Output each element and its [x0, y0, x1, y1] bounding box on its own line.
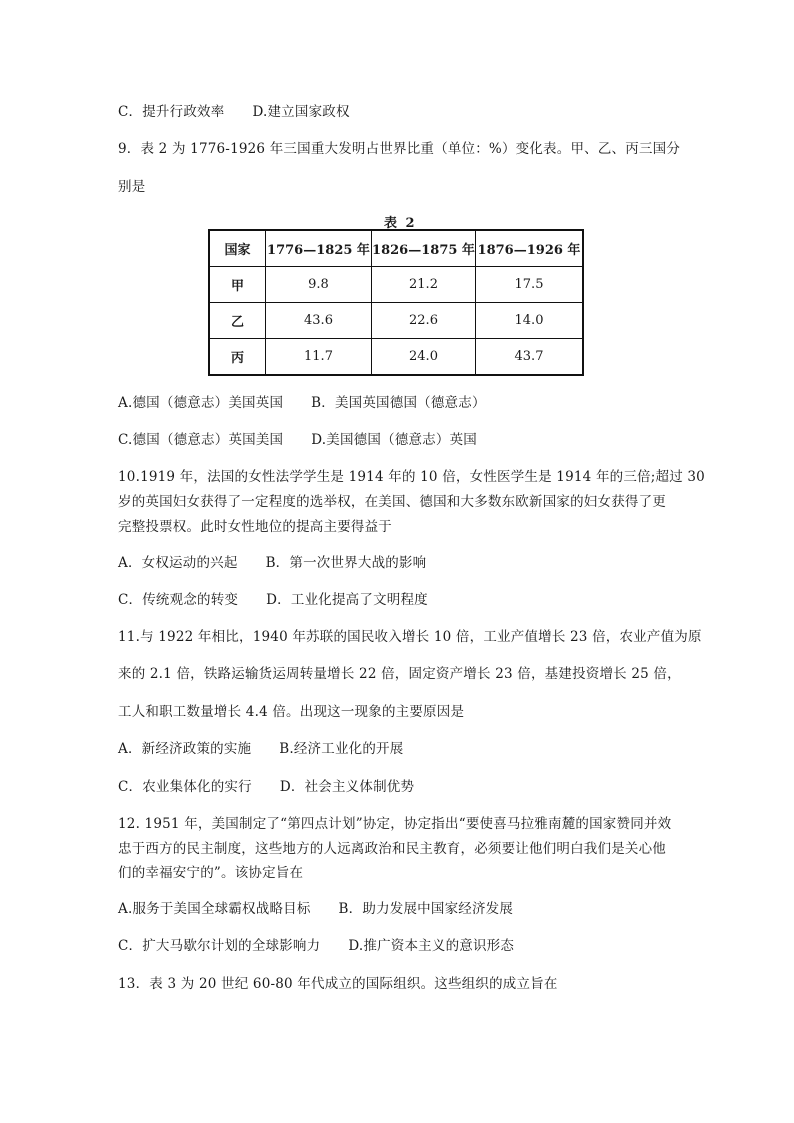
table-row	[209, 267, 583, 303]
q9-stem-line1: 9．表 2 为 1776-1926 年三国重大发明占世界比重（单位：%）变化表。甲、乙、丙三国分	[118, 141, 681, 157]
q11-line1: 11.与 1922 年相比，1940 年苏联的国民收入增长 10 倍，工业产值增长 23 倍，农业产值为原	[118, 629, 702, 645]
q10-options-ab	[118, 551, 426, 571]
table-cell: 甲	[209, 267, 266, 303]
table-cell: 24.0	[372, 339, 476, 376]
q10-line1: 10.1919 年，法国的女性法学学生是 1914 年的 10 倍，女性医学生是 1914 年的三倍;超过 30	[118, 469, 705, 485]
table-cell: 11.7	[266, 339, 372, 376]
q11-options-ab	[118, 737, 403, 757]
q9-option-a: A.德国（德意志）美国英国	[118, 395, 284, 411]
q9-option-c: C.德国（德意志）英国美国	[118, 432, 284, 448]
q10-options-cd	[118, 588, 428, 608]
q10-option-b: B．第一次世界大战的影响	[265, 555, 427, 571]
q10-line2: 岁的英国妇女获得了一定程度的选举权，在美国、德国和大多数东欧新国家的妇女获得了更	[118, 494, 666, 510]
q8-options	[118, 100, 350, 120]
table-cell: 21.2	[372, 267, 476, 303]
q11-options-cd	[118, 775, 414, 795]
q12-option-b: B．助力发展中国家经济发展	[338, 901, 514, 917]
table-cell: 43.6	[266, 303, 372, 339]
q11-line3: 工人和职工数量增长 4.4 倍。出现这一现象的主要原因是	[118, 704, 465, 720]
table-cell: 乙	[209, 303, 266, 339]
q8-option-d: D.建立国家政权	[252, 104, 350, 120]
q9-data-table	[208, 229, 584, 376]
table-cell: 17.5	[476, 267, 584, 303]
q12-line3: 们的幸福安宁的”。该协定旨在	[118, 865, 304, 881]
q9-table-caption: 表 2	[384, 216, 417, 231]
table-header-cell: 国家	[209, 230, 266, 267]
q9-stem-line2: 别是	[118, 179, 146, 195]
q12-line1: 12. 1951 年，美国制定了“第四点计划”协定，协定指出“要使喜马拉雅南麓的国家赞同并效	[118, 816, 672, 832]
q11-option-d: D．社会主义体制优势	[279, 779, 415, 795]
q13-line1: 13．表 3 为 20 世纪 60-80 年代成立的国际组织。这些组织的成立旨在	[118, 976, 558, 992]
q12-option-d: D.推广资本主义的意识形态	[348, 938, 515, 954]
table-header-row	[209, 230, 583, 267]
table-cell: 丙	[209, 339, 266, 376]
q12-options-cd	[118, 934, 514, 954]
q12-option-a: A.服务于美国全球霸权战略目标	[118, 901, 311, 917]
q10-option-a: A．女权运动的兴起	[118, 555, 238, 571]
q12-options-ab	[118, 897, 513, 917]
table-cell: 43.7	[476, 339, 584, 376]
table-header-cell: 1876—1926 年	[476, 230, 584, 267]
q9-option-d: D.美国德国（德意志）英国	[311, 432, 477, 448]
table-cell: 22.6	[372, 303, 476, 339]
q8-option-c: C．提升行政效率	[118, 104, 225, 120]
table-row	[209, 339, 583, 376]
q10-line3: 完整投票权。此时女性地位的提高主要得益于	[118, 519, 392, 535]
q12-line2: 忠于西方的民主制度，这些地方的人远离政治和民主教育，必须要让他们明白我们是关心他	[118, 841, 666, 857]
q11-option-c: C．农业集体化的实行	[118, 779, 252, 795]
q9-options-cd	[118, 428, 477, 448]
table-cell: 9.8	[266, 267, 372, 303]
q11-option-a: A．新经济政策的实施	[118, 741, 252, 757]
q9-option-b: B．美国英国德国（德意志）	[311, 395, 486, 411]
table-row	[209, 303, 583, 339]
q11-option-b: B.经济工业化的开展	[279, 741, 404, 757]
table-header-cell: 1776—1825 年	[266, 230, 372, 267]
q10-option-c: C．传统观念的转变	[118, 592, 239, 608]
table-cell: 14.0	[476, 303, 584, 339]
table-header-cell: 1826—1875 年	[372, 230, 476, 267]
q10-option-d: D．工业化提高了文明程度	[266, 592, 428, 608]
q12-option-c: C．扩大马歇尔计划的全球影响力	[118, 938, 321, 954]
q11-line2: 来的 2.1 倍，铁路运输货运周转量增长 22 倍，固定资产增长 23 倍，基建投资增长 25 倍，	[118, 666, 681, 682]
q9-options-ab	[118, 391, 486, 411]
